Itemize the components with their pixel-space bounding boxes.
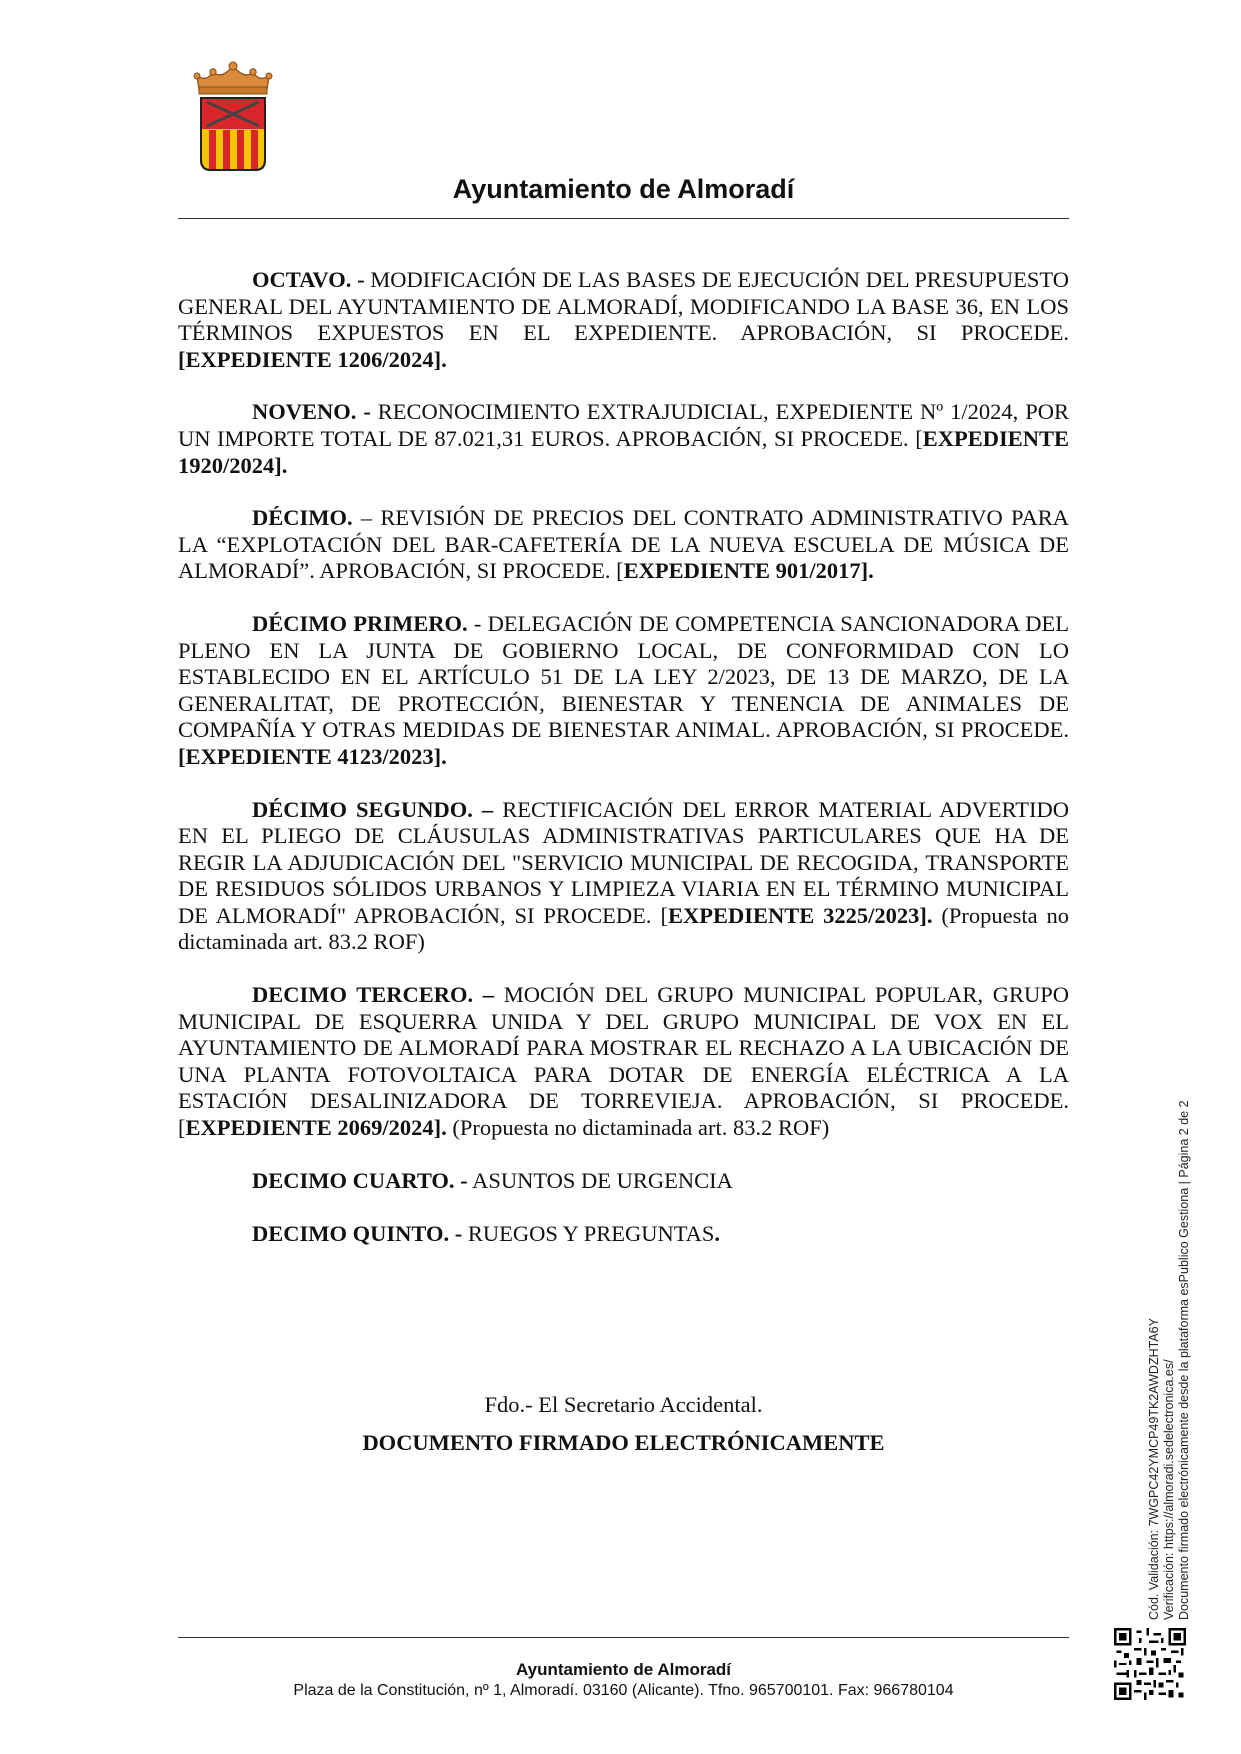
item-heading: NOVENO. - xyxy=(252,399,371,425)
item-heading: DÉCIMO. xyxy=(252,505,353,531)
agenda-item xyxy=(178,267,1069,373)
item-reference: EXPEDIENTE 3225/2023]. xyxy=(667,902,933,928)
item-ref-open: [ xyxy=(915,425,923,451)
agenda-item xyxy=(178,611,1069,771)
item-text: MOCIÓN DEL GRUPO MUNICIPAL POPULAR, GRUPO MUNICIPAL DE ESQUERRA UNIDA Y DEL GRUPO MUNICIPAL DE VOX EN EL AYUNTAMIENTO DE ALMORADÍ PARA MOSTRAR EL RECHAZO A LA UBICACIÓN DE UNA PLANTA FOTOVOLTAICA PARA DOTAR DE ENERGÍA ELÉCTRICA A LA ESTACIÓN DESALINIZADORA DE TORREVIEJA. APROBACIÓN, SI PROCEDE. xyxy=(178,982,1069,1114)
item-reference: [EXPEDIENTE 1206/2024]. xyxy=(178,346,447,372)
qr-code-icon xyxy=(1114,1628,1186,1700)
item-text: RECONOCIMIENTO EXTRAJUDICIAL, EXPEDIENTE Nº 1/2024, POR UN IMPORTE TOTAL DE 87.021,31 EUROS. APROBACIÓN, SI PROCEDE. xyxy=(178,399,1069,451)
agenda-item xyxy=(178,1168,1069,1195)
item-ref-open: [ xyxy=(616,558,624,584)
item-reference: EXPEDIENTE 2069/2024]. xyxy=(185,1115,447,1141)
item-reference: EXPEDIENTE 901/2017]. xyxy=(623,558,874,584)
agenda-body xyxy=(178,267,1069,1275)
footer-divider xyxy=(178,1637,1069,1638)
agenda-item xyxy=(178,399,1069,479)
item-heading: DÉCIMO SEGUNDO. – xyxy=(252,796,494,822)
agenda-item xyxy=(178,982,1069,1142)
item-note: (Propuesta no dictaminada art. 83.2 ROF) xyxy=(446,1115,830,1141)
shield-icon xyxy=(201,98,265,170)
item-text: RECTIFICACIÓN DEL ERROR MATERIAL ADVERTIDO EN EL PLIEGO DE CLÁUSULAS ADMINISTRATIVAS PARTICULARES QUE HA DE REGIR LA ADJUDICACIÓN DEL "SERVICIO MUNICIPAL DE RECOGIDA, TRANSPORTE DE RESIDUOS SÓLIDOS URBANOS Y LIMPIEZA VIARIA EN EL TÉRMINO MUNICIPAL DE ALMORADÍ" APROBACIÓN, SI PROCEDE. xyxy=(178,796,1069,928)
item-text: ASUNTOS DE URGENCIA xyxy=(467,1167,733,1193)
item-heading: DECIMO QUINTO. - xyxy=(252,1221,463,1247)
platform-notice: Documento firmado electrónicamente desde la plataforma esPublico Gestiona | Página 2 de 2 xyxy=(1177,1100,1191,1620)
item-heading: DECIMO TERCERO. – xyxy=(252,982,495,1008)
agenda-item xyxy=(178,797,1069,957)
item-reference: . xyxy=(714,1221,721,1247)
item-text: RUEGOS Y PREGUNTAS xyxy=(462,1221,715,1247)
agenda-item xyxy=(178,505,1069,585)
item-heading: DECIMO CUARTO. - xyxy=(252,1167,468,1193)
crown-icon xyxy=(194,62,272,94)
verification-url[interactable]: Verificación: https://almoradi.sedelectronica.es/ xyxy=(1162,1359,1176,1620)
validation-code: Cód. Validación: 7WGPC42YMCP49TK2AWDZHTA6Y xyxy=(1147,1318,1161,1620)
item-heading: DÉCIMO PRIMERO. xyxy=(252,610,468,636)
item-note: (Propuesta no dictaminada art. 83.2 ROF) xyxy=(178,902,1069,955)
page-header-title: Ayuntamiento de Almoradí xyxy=(452,174,795,204)
signature-line: Fdo.- El Secretario Accidental. xyxy=(484,1392,763,1417)
footer-address: Plaza de la Constitución, nº 1, Almoradí. 03160 (Alicante). Tfno. 965700101. Fax: 966780104 xyxy=(293,1682,954,1699)
item-reference: [EXPEDIENTE 4123/2023]. xyxy=(178,743,447,769)
signature-statement: DOCUMENTO FIRMADO ELECTRÓNICAMENTE xyxy=(362,1430,885,1455)
footer-org-name: Ayuntamiento de Almoradí xyxy=(515,1660,732,1679)
coat-of-arms-logo xyxy=(193,60,273,174)
item-text: - DELEGACIÓN DE COMPETENCIA SANCIONADORA DEL PLENO EN LA JUNTA DE GOBIERNO LOCAL, DE CONFORMIDAD CON LO ESTABLECIDO EN EL ARTÍCULO 51 DE LA LEY 2/2023, DE 13 DE MARZO, DE LA GENERALITAT, DE PROTECCIÓN, BIENESTAR Y TENENCIA DE ANIMALES DE COMPAÑÍA Y OTRAS MEDIDAS DE BIENESTAR ANIMAL. APROBACIÓN, SI PROCEDE. xyxy=(178,610,1069,743)
item-text: MODIFICACIÓN DE LAS BASES DE EJECUCIÓN DEL PRESUPUESTO GENERAL DEL AYUNTAMIENTO DE ALMORADÍ, MODIFICANDO LA BASE 36, EN LOS TÉRMINOS EXPUESTOS EN EL EXPEDIENTE. APROBACIÓN, SI PROCEDE. xyxy=(178,267,1069,346)
item-ref-open: [ xyxy=(178,1115,186,1141)
item-text: – REVISIÓN DE PRECIOS DEL CONTRATO ADMINISTRATIVO PARA LA “EXPLOTACIÓN DEL BAR-CAFETERÍA DE LA NUEVA ESCUELA DE MÚSICA DE ALMORADÍ”. APROBACIÓN, SI PROCEDE. xyxy=(178,505,1069,584)
item-ref-open: [ xyxy=(660,902,668,928)
item-heading: OCTAVO. - xyxy=(252,267,365,292)
header-divider xyxy=(178,218,1069,219)
item-reference: EXPEDIENTE 1920/2024]. xyxy=(178,425,1069,478)
verification-sidebar xyxy=(1147,1060,1201,1620)
agenda-item xyxy=(178,1221,1069,1248)
